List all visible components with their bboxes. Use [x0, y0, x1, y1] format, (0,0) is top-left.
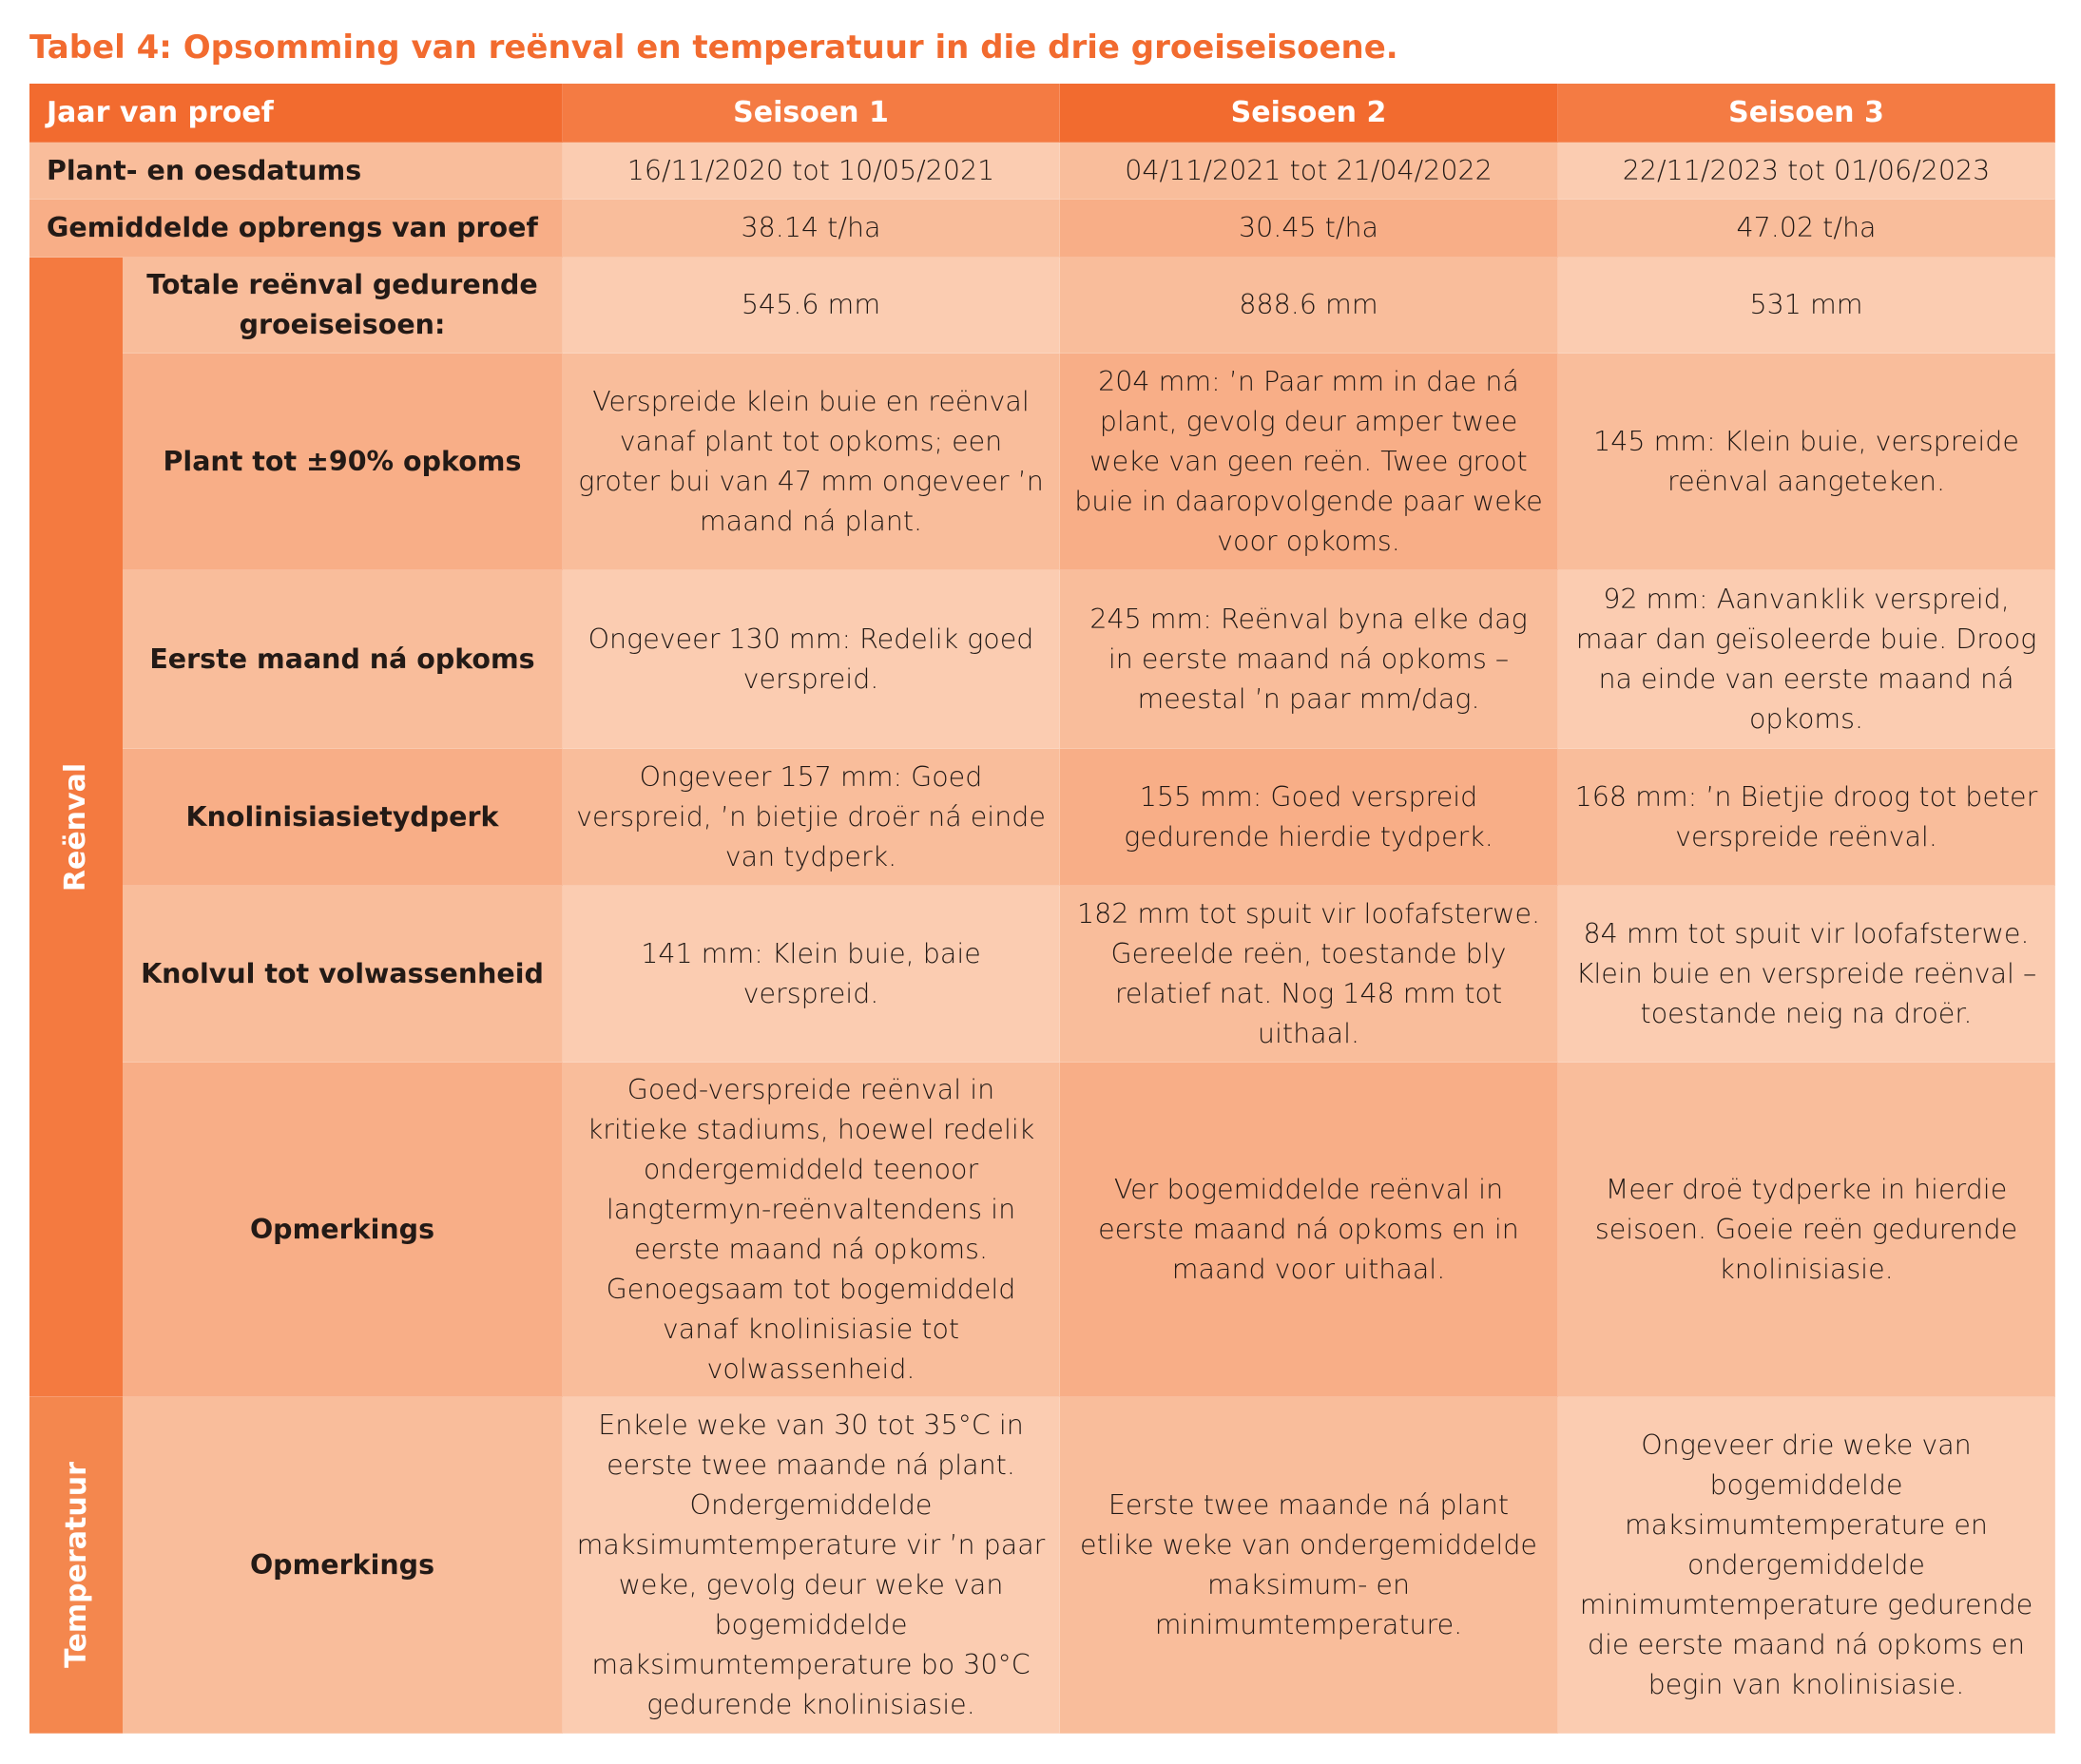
table-cell: 545.6 mm	[563, 258, 1060, 354]
row-label-yield: Gemiddelde opbrengs van proef	[29, 200, 563, 258]
table-cell: 245 mm: Reënval byna elke dag in eerste maand ná opkoms – meestal ’n paar mm/dag.	[1060, 570, 1558, 749]
table-cell: 47.02 t/ha	[1558, 200, 2055, 258]
header-season-1: Seisoen 1	[563, 84, 1060, 143]
row-label-first-month: Eerste maand ná opkoms	[123, 570, 563, 749]
header-season-3: Seisoen 3	[1558, 84, 2055, 143]
header-season-2: Seisoen 2	[1060, 84, 1558, 143]
table-cell: Ongeveer 157 mm: Goed verspreid, ’n bietjie droër ná einde van tydperk.	[563, 749, 1060, 886]
table-cell: Meer droë tydperke in hierdie seisoen. Goeie reën gedurende knolinisiasie.	[1558, 1063, 2055, 1397]
table-cell: 04/11/2021 tot 21/04/2022	[1060, 143, 1558, 200]
table-cell: 145 mm: Klein buie, verspreide reënval aangeteken.	[1558, 354, 2055, 570]
group-label-temperature	[29, 1397, 123, 1734]
table-cell: Goed-verspreide reënval in kritieke stadiums, hoewel redelik ondergemiddeld teenoor langtermyn-reënvaltendens in eerste maand ná opkoms. Genoegsaam tot bogemiddeld vanaf knolinisiasie tot volwassenheid.	[563, 1063, 1060, 1397]
table-cell: Eerste twee maande ná plant etlike weke van ondergemiddelde maksimum- en minimumtemperature.	[1060, 1397, 1558, 1734]
row-label-total-rain: Totale reënval gedurende groeiseisoen:	[123, 258, 563, 354]
table-cell: Verspreide klein buie en reënval vanaf plant tot opkoms; een groter bui van 47 mm ongeveer ’n maand ná plant.	[563, 354, 1060, 570]
table-cell: 155 mm: Goed verspreid gedurende hierdie tydperk.	[1060, 749, 1558, 886]
table-cell: 204 mm: ’n Paar mm in dae ná plant, gevolg deur amper twee weke van geen reën. Twee groot buie in daaropvolgende paar weke voor opkoms.	[1060, 354, 1558, 570]
group-label-temperature-text: Temperatuur	[59, 1462, 93, 1668]
table-cell: 84 mm tot spuit vir loofafsterwe. Klein buie en verspreide reënval – toestande neig na droër.	[1558, 886, 2055, 1063]
row-label-temp-remarks: Opmerkings	[123, 1397, 563, 1734]
table-cell: 92 mm: Aanvanklik verspreid, maar dan geïsoleerde buie. Droog na einde van eerste maand ná opkoms.	[1558, 570, 2055, 749]
table-cell: 182 mm tot spuit vir loofafsterwe. Gereelde reën, toestande bly relatief nat. Nog 148 mm tot uithaal.	[1060, 886, 1558, 1063]
table-cell: 888.6 mm	[1060, 258, 1558, 354]
table-title: Tabel 4: Opsomming van reënval en temperatuur in die drie groeiseisoene.	[29, 29, 1398, 67]
table-cell: 30.45 t/ha	[1060, 200, 1558, 258]
group-label-rain	[29, 258, 123, 1397]
table-cell: 141 mm: Klein buie, baie verspreid.	[563, 886, 1060, 1063]
summary-table	[29, 84, 2055, 1734]
table-cell: 168 mm: ’n Bietjie droog tot beter verspreide reënval.	[1558, 749, 2055, 886]
header-row-label: Jaar van proef	[29, 84, 563, 143]
row-label-plant-emergence: Plant tot ±90% opkoms	[123, 354, 563, 570]
group-label-rain-text: Reënval	[59, 762, 93, 892]
table-cell: 38.14 t/ha	[563, 200, 1060, 258]
row-label-tuber-bulking: Knolvul tot volwassenheid	[123, 886, 563, 1063]
table-cell: 22/11/2023 tot 01/06/2023	[1558, 143, 2055, 200]
row-label-tuber-initiation: Knolinisiasietydperk	[123, 749, 563, 886]
table-cell: Enkele weke van 30 tot 35°C in eerste twee maande ná plant. Ondergemiddelde maksimumtemperature vir ’n paar weke, gevolg deur weke van bogemiddelde maksimumtemperature bo 30°C gedurende knolinisiasie.	[563, 1397, 1060, 1734]
row-label-rain-remarks: Opmerkings	[123, 1063, 563, 1397]
table-cell: 16/11/2020 tot 10/05/2021	[563, 143, 1060, 200]
table-cell: Ver bogemiddelde reënval in eerste maand ná opkoms en in maand voor uithaal.	[1060, 1063, 1558, 1397]
table-cell: Ongeveer 130 mm: Redelik goed verspreid.	[563, 570, 1060, 749]
table-cell: Ongeveer drie weke van bogemiddelde maksimumtemperature en ondergemiddelde minimumtemperature gedurende die eerste maand ná opkoms en begin van knolinisiasie.	[1558, 1397, 2055, 1734]
table-cell: 531 mm	[1558, 258, 2055, 354]
row-label-dates: Plant- en oesdatums	[29, 143, 563, 200]
